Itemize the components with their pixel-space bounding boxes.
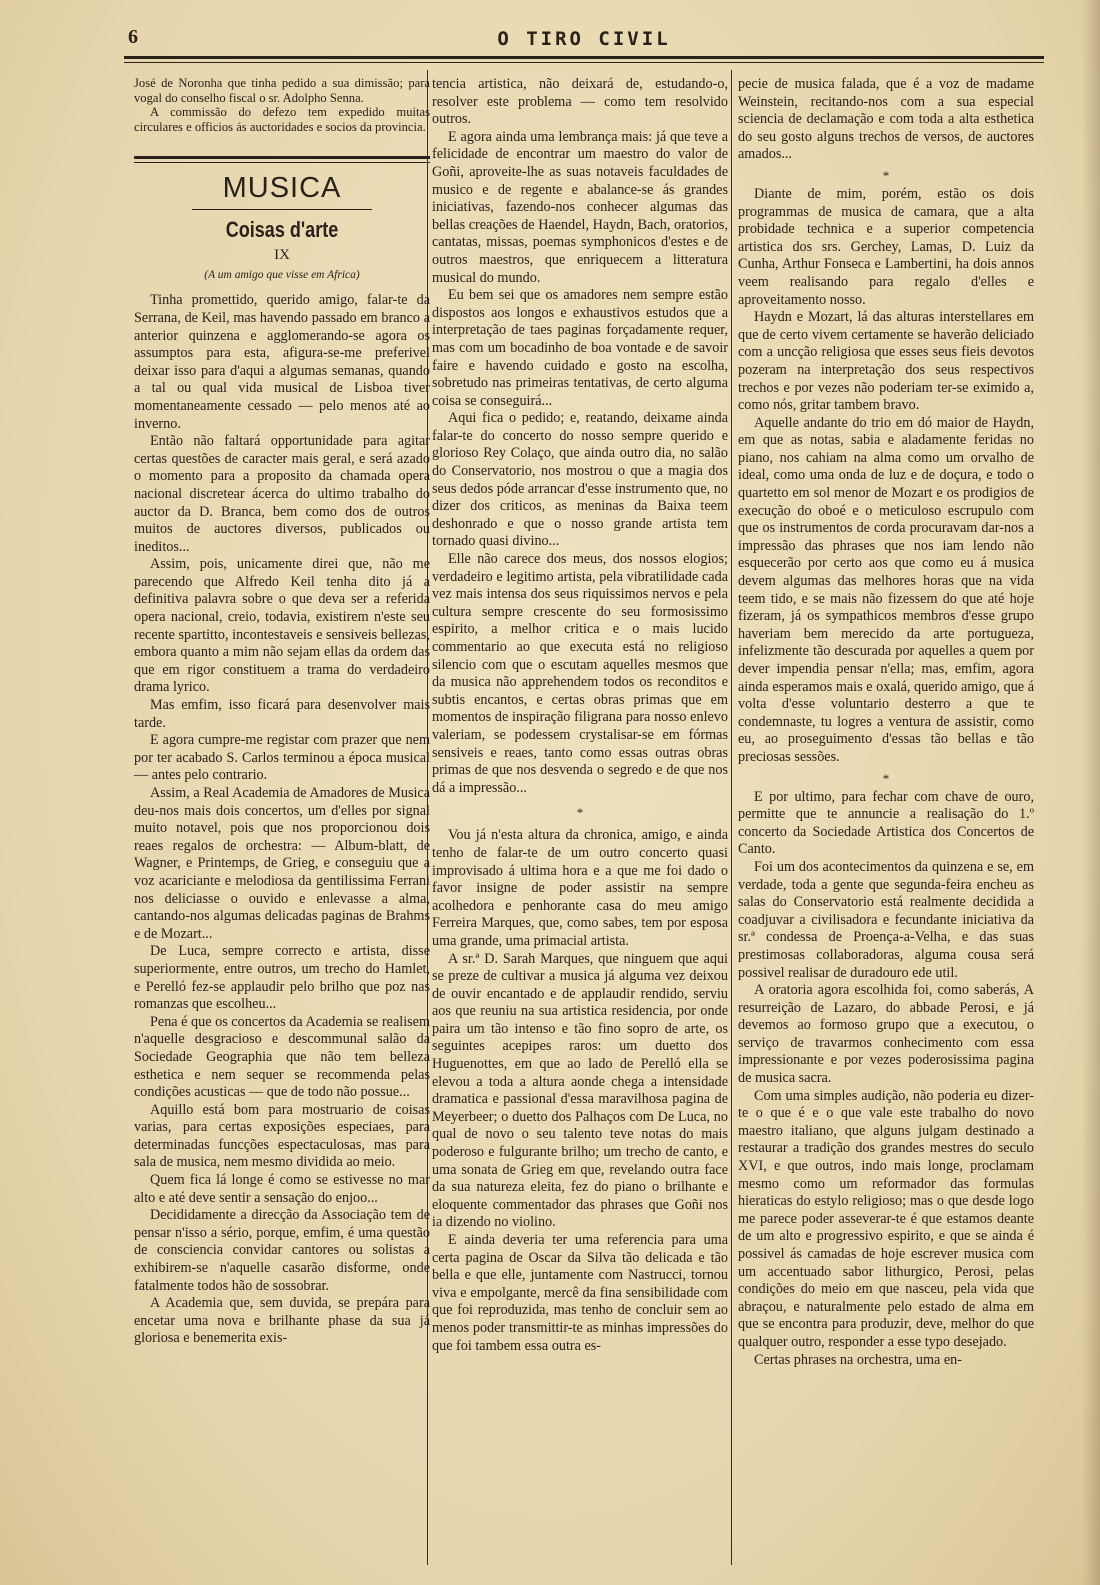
intro-paragraph: José de Noronha que tinha pedido a sua dimissão; para vogal do conselho fiscal o sr. Adolpho Senna. xyxy=(134,76,430,105)
paragraph: Mas emfim, isso ficará para desenvolver mais tarde. xyxy=(134,697,430,731)
paragraph: Assim, pois, unicamente direi que, não me parecendo que Alfredo Keil tenha dito já a definitiva palavra sobre o que deva ser a referida opera nacional, creio, todavia, existirem n'este seu recente spartitto, incontestaveis e sensiveis bellezas, embora quanto a mim não sejam ellas da ordem das que em rigor constituem a trama do verdadeiro drama lyrico. xyxy=(134,556,430,696)
paragraph: E ainda deveria ter uma referencia para uma certa pagina de Oscar da Silva tão delicada e tão bella e que elle, juntamente com Nastrucci, tornou viva e empolgante, mercê da fina sensibilidade com que foi reproduzida, mas tenho de concluir sem ao menos poder transmittir-te as minhas impressões do que foi tambem essa outra es- xyxy=(432,1232,728,1354)
paragraph: Foi um dos acontecimentos da quinzena e se, em verdade, toda a gente que segunda-feira encheu as salas do Conservatorio está realmente decidida a coadjuvar a civilisadora e fecundante iniciativa da sr.ª condessa de Proença-a-Velha, e das suas prestimosas collaboradoras, alguma cousa será possivel realisar de duradouro ede util. xyxy=(738,858,1034,981)
section-rule-thin xyxy=(134,162,430,163)
paragraph: pecie de musica falada, que é a voz de madame Weinstein, recitando-nos com a sua especial sciencia de declamação e com toda a alta esthetica do seu gosto alguns trechos de versos, de auctores amados... xyxy=(738,76,1034,163)
paragraph: Haydn e Mozart, lá das alturas interstellares em que de certo vivem certamente se haverão deliciado com a uncção religiosa que esses seus fieis devotos pozeram na interpretação dos seus respectivos trechos e por vezes não poderiam ter-se eximido a, como nós, gritar tambem bravo. xyxy=(738,309,1034,414)
paragraph: Vou já n'esta altura da chronica, amigo, e ainda tenho de falar-te de um outro concerto quasi improvisado á ultima hora e a que me foi dado o favor insigne de poder assistir na sempre acolhedora e penhorante casa do meu amigo Ferreira Marques, que, como sabes, tem por esposa uma grande, uma primacial artista. xyxy=(432,827,728,949)
page-number: 6 xyxy=(128,26,138,48)
dedication: (A um amigo que visse em Africa) xyxy=(204,269,360,282)
separator-star: * xyxy=(882,770,890,786)
section-rule-thick xyxy=(134,156,430,159)
paragraph: Com uma simples audição, não poderia eu dizer-te o que é e o que vale este trabalho do novo maestro italiano, que alguns julgam destinado a restaurar a tradição dos grandes mestres do seculo XVI, e que outros, indo mais longe, proclamam mesmo como um reformador das formulas hieraticas do estylo religioso; mas o que desde logo me parece poder asseverar-te é que estamos deante de um alto e progressivo espirito, e que se ainda é possivel ás camadas de hoje escrever musica com um accentuado sabor lithurgico, Perosi, pelas condições do meio em que nasceu, pela vida que abraçou, e naturalmente pelo estado de alma em que se encontra para produzir, deve, melhor do que qualquer outro, responder a esse typo desejado. xyxy=(738,1087,1034,1350)
column-2 xyxy=(432,76,728,1355)
separator-star: * xyxy=(882,167,890,183)
article-body xyxy=(134,292,430,1348)
paragraph: Tinha promettido, querido amigo, falar-te da Serrana, de Keil, mas havendo passado em branco a anterior quinzena e agglomerando-se agora os assumptos para esta, afigura-se-me preferivel deixar isso para d'aqui a algumas semanas, quando a tal ou qual vida musical de Lisboa tiver momentaneamente cessado — pelo menos até ao inverno. xyxy=(134,292,430,432)
column-3 xyxy=(738,76,1034,1369)
paragraph: A Academia que, sem duvida, se prepára para encetar uma nova e brilhante phase da sua já gloriosa e benemerita exis- xyxy=(134,1295,430,1347)
intro-block xyxy=(134,76,430,134)
title-rule xyxy=(192,209,372,210)
article-body-part-c xyxy=(738,789,1034,1370)
paragraph: Então não faltará opportunidade para agitar certas questões de caracter mais geral, e será azado o momento para a proposito da chamada opera nacional discretear ácerca do ultimo trabalho do auctor da D. Branca, bem como dos de outros muitos de auctores diversos, publicados ou ineditos... xyxy=(134,433,430,555)
article-body-part-b xyxy=(738,186,1034,767)
paragraph: De Luca, sempre correcto e artista, disse superiormente, entre outros, um trecho do Hamlet, e Perelló fez-se applaudir pelo brilho que poz nas romanzas que escolheu... xyxy=(134,943,430,1013)
paragraph: tencia artistica, não deixará de, estudando-o, resolver este problema — como tem resolvido outros. xyxy=(432,76,728,128)
page-header xyxy=(124,26,1044,50)
header-rule-thick xyxy=(124,56,1044,59)
article-body-part-b xyxy=(432,827,728,1355)
article-body-part-a xyxy=(432,76,728,797)
paragraph: E agora ainda uma lembrança mais: já que teve a felicidade de encontrar um maestro do valor de Goñi, aproveite-lhe as suas notaveis faculdades de musico e de regente e abalance-se ás grandes iniciativas, fazendo-nos conhecer algumas das bellas creações de Haendel, Haydn, Bach, oratorios, cantatas, missas, poemas symphonicos d'estes e de outros maestros, que enriquecem a litteratura musical do mundo. xyxy=(432,128,728,286)
paragraph: Pena é que os concertos da Academia se realisem n'aquelle desgracioso e descommunal salão da Sociedade Geographia que não tem belleza esthetica e nem sequer se recommenda pelas condições acusticas — que de todo não possue... xyxy=(134,1013,430,1101)
paragraph: Aquillo está bom para mostruario de coisas varias, para certas exposições especiaes, para determinadas funcções espectaculosas, mas para sala de musica, nem mesmo dividida ao meio. xyxy=(134,1101,430,1171)
intro-paragraph: A commissão do defezo tem expedido muitas circulares e officios ás auctoridades e socios da provincia. xyxy=(134,105,430,134)
paragraph: A sr.ª D. Sarah Marques, que ninguem que aqui se preze de cultivar a musica já alguma vez deixou de ouvir encantado e de applaudir rendido, serviu aos que reuniu na sua artistica residencia, por onde paira um tão intenso e tão fino sopro de arte, os seguintes acepipes raros: um duetto dos Huguenottes, em que ao lado de Perelló ella se elevou a toda a altura aonde chega a intensidade dramatica e passional d'essa maravilhosa pagina de Meyerbeer; o duetto dos Palhaços com De Luca, no qual de novo o seu talento teve notas do mais poderoso e fulgurante brilho; um trecho de canto, e uma sonata de Grieg em que, revelando outra face da sua natureza eleita, fez do piano o brilhante e eloquente commentador das phrases que Goñi nos ia dizendo no violino. xyxy=(432,950,728,1231)
column-divider-2 xyxy=(731,70,732,1565)
header-rule-thin xyxy=(124,62,1044,63)
article-title: Coisas d'arte xyxy=(225,217,339,243)
journal-title: O TIRO CIVIL xyxy=(497,28,671,50)
paragraph: A oratoria agora escolhida foi, como saberás, A resurreição de Lazaro, do abbade Perosi, e já devemos ao formoso grupo que a executou, o serviço de travarmos conhecimento com essa impressionante e por vezes poderosissima pagina de musica sacra. xyxy=(738,982,1034,1087)
paragraph: E por ultimo, para fechar com chave de ouro, permitte que te annuncie a realisação do 1.º concerto da Sociedade Artistica dos Concertos de Canto. xyxy=(738,788,1034,858)
paragraph: Elle não carece dos meus, dos nossos elogios; verdadeiro e legitimo artista, pela vibratilidade cada vez mais intensa dos seus riquissimos nervos e pela cultura sempre crescente do seu formosissimo espirito, a melhor critica e o mais lucido commentario ao que executa está no religioso silencio com que o escutam aquelles mesmos que da musica não apprehendem todos os reconditos e subtis encantos, e certas obras primas que em momentos de inspiração filigrana para nosso enlevo valeriam, se podessem crystalisar-se em fórmas sensiveis e reaes, tanto como essas outras obras primas de que nos desvenda o segredo e de que nos dá a impressão... xyxy=(432,551,728,796)
paragraph: Assim, a Real Academia de Amadores de Musica deu-nos mais dois concertos, um d'elles por signal muito notavel, pois que nos proporcionou dois reaes regalos de orchestra: — Album-blatt, de Wagner, e Printemps, de Grieg, e conseguiu que a voz acariciante e melodiosa da gentilissima Ferrani nos deliciasse o ouvido e enlevasse a alma, cantando-nos algumas delicadas paginas de Brahms e de Mozart... xyxy=(134,785,430,942)
paragraph: Certas phrases na orchestra, uma en- xyxy=(754,1351,962,1368)
column-1 xyxy=(134,76,430,1348)
separator-star: * xyxy=(576,805,584,821)
article-number: IX xyxy=(274,247,290,264)
paragraph: Quem fica lá longe é como se estivesse no mar alto e até deve sentir a sensação do enjoo... xyxy=(134,1172,430,1206)
paragraph: Decididamente a direcção da Associação tem de pensar n'isso a sério, porque, emfim, é uma questão de consciencia convidar cantores ou solistas a exhibirem-se n'aquelle casarão disforme, onde fatalmente todos hão de sossobrar. xyxy=(134,1207,430,1294)
paragraph: Diante de mim, porém, estão os dois programmas de musica de camara, que a alta probidade technica e a superior competencia artistica dos srs. Gerchey, Lamas, D. Luiz da Cunha, Arthur Fonseca e Lambertini, ha dois annos veem realisando para regalo d'elles e aproveitamento nosso. xyxy=(738,185,1034,308)
page-edge-shadow xyxy=(1082,0,1100,1585)
paragraph: Eu bem sei que os amadores nem sempre estão dispostos aos longos e exhaustivos estudos que a interpretação de taes paginas forçadamente requer, mas com um bocadinho de boa vontade e de savoir faire e havendo cuidado e gosto na escolha, sobretudo nas primeiras tentativas, de certo alguma coisa se conseguirá... xyxy=(432,287,728,409)
paragraph: Aqui fica o pedido; e, reatando, deixame ainda falar-te do concerto do nosso sempre querido e glorioso Rey Colaço, que ainda outro dia, no salão do Conservatorio, nos mostrou o que a magia dos seus dedos póde arrancar d'esse instrumento que, no dizer dos criticos, as meninas da Baixa teem deshonrado e que o nosso grande artista tem tornado quasi divino... xyxy=(432,410,728,550)
paragraph: E agora cumpre-me registar com prazer que nem por ter acabado S. Carlos terminou a época musical — antes pelo contrario. xyxy=(134,732,430,784)
section-title: MUSICA xyxy=(222,172,342,205)
article-body-part-a xyxy=(738,76,1034,164)
paragraph: Aquelle andante do trio em dó maior de Haydn, em que as notas, sabia e aladamente feridas no piano, nos cahiam na alma como um orvalho de ideal, como uma onda de luz e de doçura, e todo o quartetto em sol menor de Mozart e os prodigios de execução do oboé e o meticuloso escrupulo com que os instrumentos de corda procuravam dar-nos a impressão das phrases que nos iam lendo não esquecerão por certo aos que como eu á musica devem algumas das melhores horas que na vida teem tido, e se mais não fizessem do que até hoje fizeram, já os sympathicos membros d'esse grupo haveriam bem merecido da arte portugueza, infelizmente tão descurada por aquelles a quem por dever impendia pensar n'ella; mas, emfim, agora ainda esperamos mais e oxalá, querido amigo, que á volta d'esse voluntario desterro a que te condemnaste, tu logres a ventura de assistir, como eu, ao proseguimento d'essas tão bellas e tão preciosas sessões. xyxy=(738,414,1034,765)
